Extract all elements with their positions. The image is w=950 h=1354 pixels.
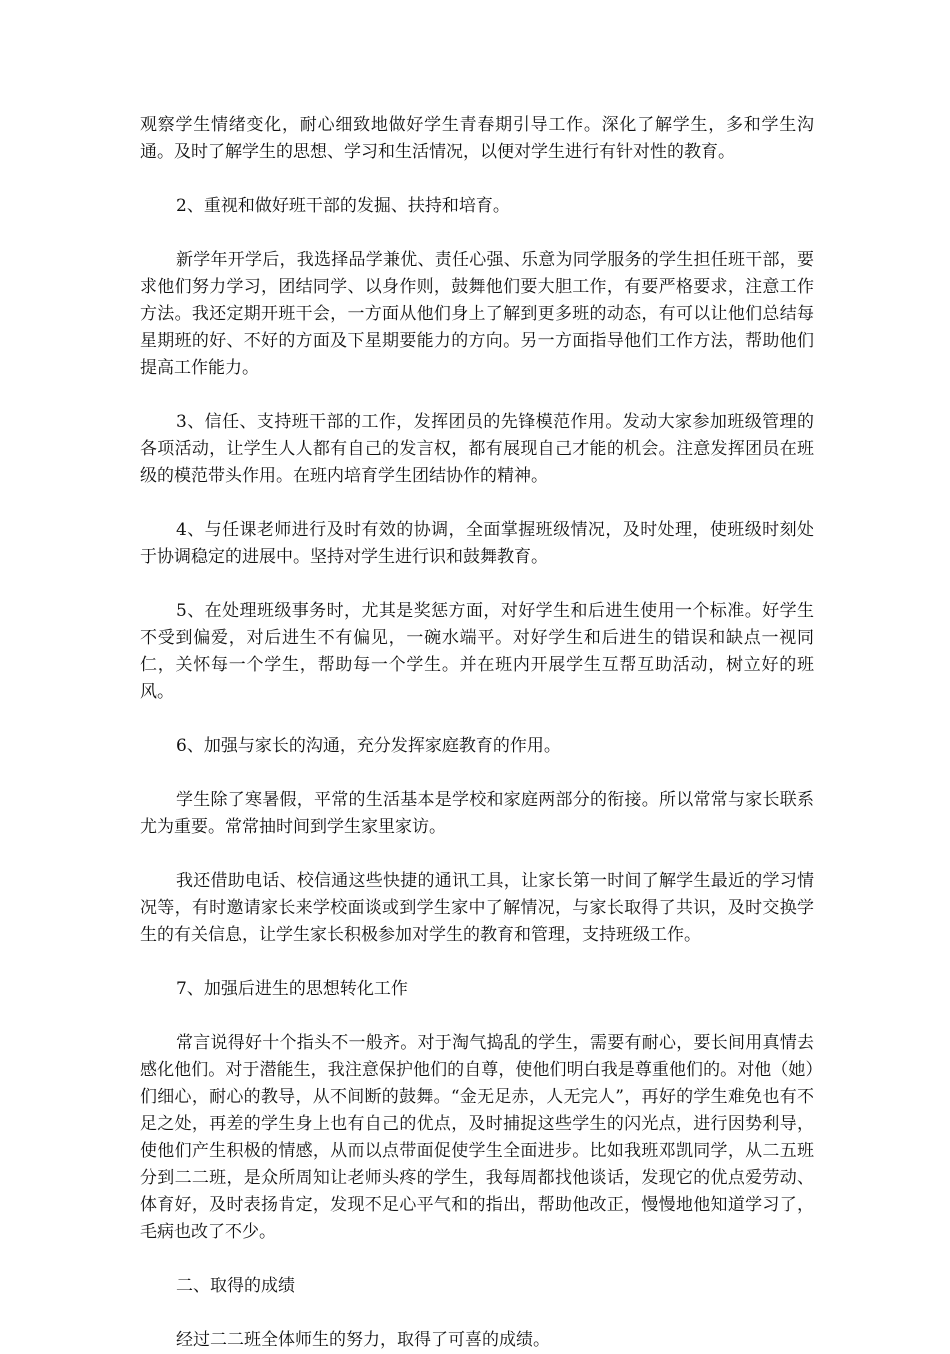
- paragraph-family-link: 学生除了寒暑假，平常的生活基本是学校和家庭两部分的衔接。所以常常与家长联系尤为重要。常常抽时间到学生家里家访。: [140, 790, 814, 837]
- paragraph-struggling-students: 常言说得好十个指头不一般齐。对于淘气捣乱的学生，需要有耐心，要长间用真情去感化他们。对于潜能生，我注意保护他们的自尊，使他们明白我是尊重他们的。对他（她）们细心，耐心的教导，从不间断的鼓舞。“金无足赤，人无完人”，再好的学生难免也有不足之处，再差的学生身上也有自己的优点，及时捕捉这些学生的闪光点，进行因势利导，使他们产生积极的情感，从而以点带面促使学生全面进步。比如我班邓凯同学，从二五班分到二二班，是众所周知让老师头疼的学生，我每周都找他谈话，发现它的优点爱劳动、体育好，及时表扬肯定，发现不足心平气和的指出，帮助他改正，慢慢地他知道学习了，毛病也改了不少。: [140, 1033, 814, 1242]
- paragraph-class-cadres: 新学年开学后，我选择品学兼优、责任心强、乐意为同学服务的学生担任班干部，要求他们努力学习，团结同学、以身作则，鼓舞他们要大胆工作，有要严格要求，注意工作方法。我还定期开班干会，一方面从他们身上了解到更多班的动态，有可以让他们总结每星期班的好、不好的方面及下星期要能力的方向。另一方面指导他们工作方法，帮助他们提高工作能力。: [140, 250, 814, 378]
- paragraph-fair-treatment: 5、在处理班级事务时，尤其是奖惩方面，对好学生和后进生使用一个标准。好学生不受到偏爱，对后进生不有偏见，一碗水端平。对好学生和后进生的错误和缺点一视同仁，关怀每一个学生，帮助每一个学生。并在班内开展学生互帮互助活动，树立好的班风。: [140, 601, 814, 702]
- heading-achievements: 二、取得的成绩: [176, 1276, 295, 1296]
- paragraph-achievements: 经过二二班全体师生的努力，取得了可喜的成绩。: [176, 1330, 550, 1350]
- document-body: [140, 112, 814, 1354]
- paragraph-student-emotions: 观察学生情绪变化，耐心细致地做好学生青春期引导工作。深化了解学生，多和学生沟通。及时了解学生的思想、学习和生活情况，以便对学生进行有针对性的教育。: [140, 115, 814, 162]
- paragraph-trust-cadres: 3、信任、支持班干部的工作，发挥团员的先锋模范作用。发动大家参加班级管理的各项活动，让学生人人都有自己的发言权，都有展现自己才能的机会。注意发挥团员在班级的模范带头作用。在班内培育学生团结协作的精神。: [140, 412, 814, 486]
- heading-struggling-students: 7、加强后进生的思想转化工作: [176, 979, 408, 999]
- heading-parent-communication: 6、加强与家长的沟通，充分发挥家庭教育的作用。: [176, 736, 561, 756]
- heading-class-cadres: 2、重视和做好班干部的发掘、扶持和培育。: [176, 196, 510, 216]
- paragraph-teacher-coordination: 4、与任课老师进行及时有效的协调，全面掌握班级情况，及时处理，使班级时刻处于协调稳定的进展中。坚持对学生进行识和鼓舞教育。: [140, 520, 814, 567]
- paragraph-communication-tools: 我还借助电话、校信通这些快捷的通讯工具，让家长第一时间了解学生最近的学习情况等，有时邀请家长来学校面谈或到学生家中了解情况，与家长取得了共识，及时交换学生的有关信息，让学生家长积极参加对学生的教育和管理，支持班级工作。: [140, 871, 814, 945]
